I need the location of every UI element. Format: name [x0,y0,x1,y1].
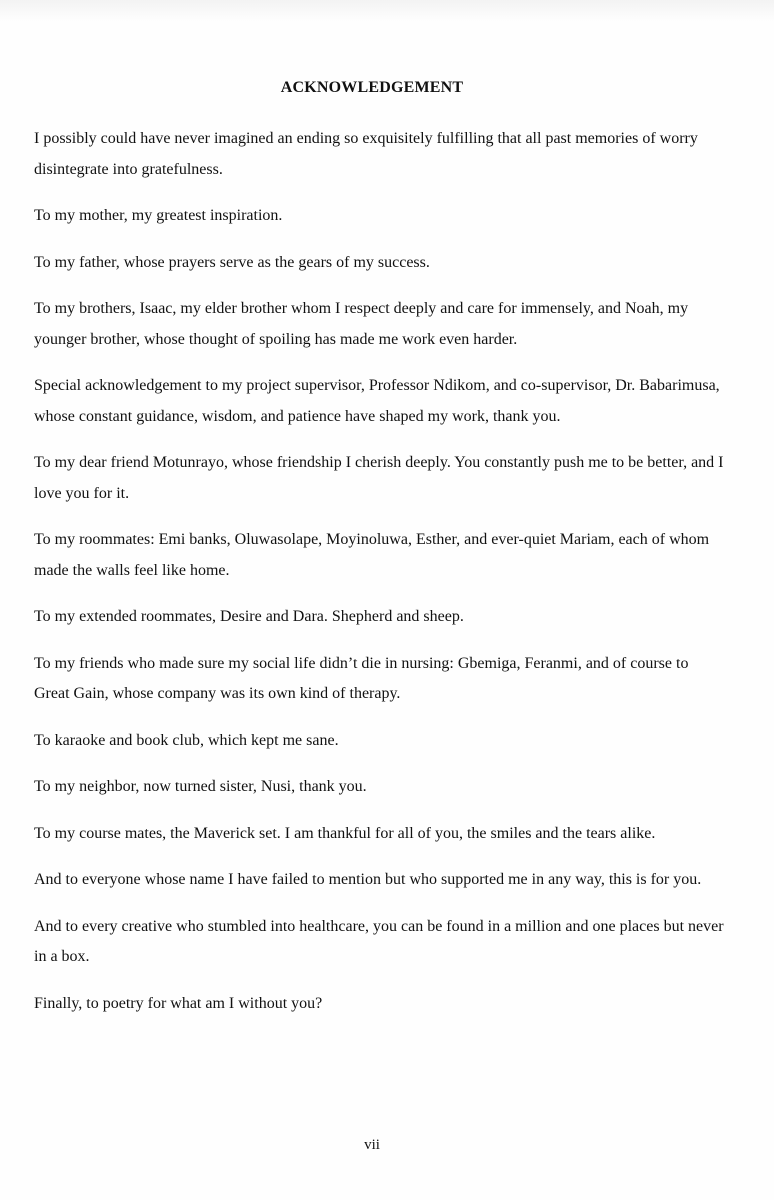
paragraph-friends: To my friends who made sure my social life didn’t die in nursing: Gbemiga, Feranmi, and of course to Great Gain, whose company was its own kind of therapy. [34,654,689,702]
paragraph-extended-roommates: To my extended roommates, Desire and Dara. Shepherd and sheep. [34,608,464,625]
paragraph-course-mates: To my course mates, the Maverick set. I am thankful for all of you, the smiles and the tears alike. [34,824,656,842]
page-number: vii [364,1137,380,1153]
paragraph-poetry: Finally, to poetry for what am I without you? [34,994,323,1012]
paragraph-brothers: To my brothers, Isaac, my elder brother whom I respect deeply and care for immensely, and Noah, my younger brother, whose thought of spoiling has made me work even harder. [34,300,689,348]
page-title: ACKNOWLEDGEMENT [280,79,464,96]
paragraph-everyone: And to everyone whose name I have failed to mention but who supported me in any way, this is for you. [34,871,702,888]
paragraph-roommates: To my roommates: Emi banks, Oluwasolape, Moyinoluwa, Esther, and ever-quiet Mariam, each of whom made the walls feel like home. [34,531,710,579]
paragraph-opening: I possibly could have never imagined an ending so exquisitely fulfilling that all past memories of worry disintegrate into gratefulness. [34,130,698,178]
paragraph-friend: To my dear friend Motunrayo, whose friendship I cherish deeply. You constantly push me to be better, and I love you for it. [34,454,724,502]
paragraph-mother: To my mother, my greatest inspiration. [34,207,283,224]
scan-edge [0,0,774,22]
paragraph-father: To my father, whose prayers serve as the gears of my success. [34,253,430,271]
paragraph-creatives: And to every creative who stumbled into healthcare, you can be found in a million and one places but never in a box. [34,917,724,965]
paragraph-karaoke: To karaoke and book club, which kept me sane. [34,731,339,749]
paragraph-neighbor: To my neighbor, now turned sister, Nusi, thank you. [34,778,367,795]
paragraph-supervisors: Special acknowledgement to my project supervisor, Professor Ndikom, and co-supervisor, Dr. Babarimusa, whose constant guidance, wisdom, and patience have shaped my work, thank you. [34,377,720,425]
acknowledgement-body [34,124,724,1035]
